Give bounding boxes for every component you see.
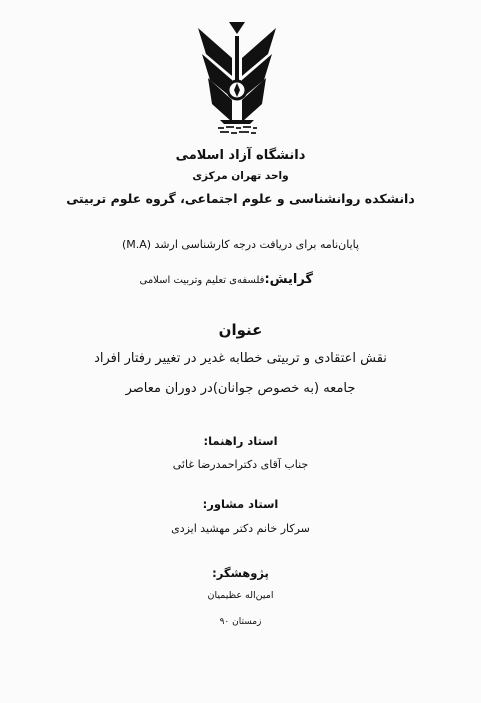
field-value: فلسفه‌ی تعلیم وتربیت اسلامی [139,275,265,286]
thesis-title-line-1: نقش اعتقادی و تربیتی خطابه غدیر در تغییر رفتار افراد [94,351,387,366]
field-label: گرایش: [264,272,313,287]
degree-line: پایان‌نامه برای دریافت درجه کارشناسی ارشد (M.A) [121,238,360,251]
researcher-name: امین‌اله عظیمیان [207,590,274,601]
date-line: زمستان ۹۰ [219,617,262,627]
title-heading: عنوان [218,321,263,339]
university-emblem-icon [196,20,278,138]
supervisor-name: جناب آقای دکتراحمدرضا غائی [172,458,309,471]
supervisor-label: استاد راهنما: [203,434,278,448]
field-line [139,272,313,287]
branch-name: واحد تهران مرکزی [192,170,289,182]
researcher-label: پژوهشگر: [212,566,269,580]
faculty-name: دانشکده روانشناسی و علوم اجتماعی، گروه علوم تربیتی [66,191,415,206]
thesis-title-line-2: جامعه (به خصوص جوانان)در دوران معاصر [125,381,356,396]
advisor-name: سرکار خانم دکتر مهشید ایزدی [171,522,310,535]
advisor-label: استاد مشاور: [202,497,279,511]
university-name: دانشگاه آزاد اسلامی [175,148,306,163]
